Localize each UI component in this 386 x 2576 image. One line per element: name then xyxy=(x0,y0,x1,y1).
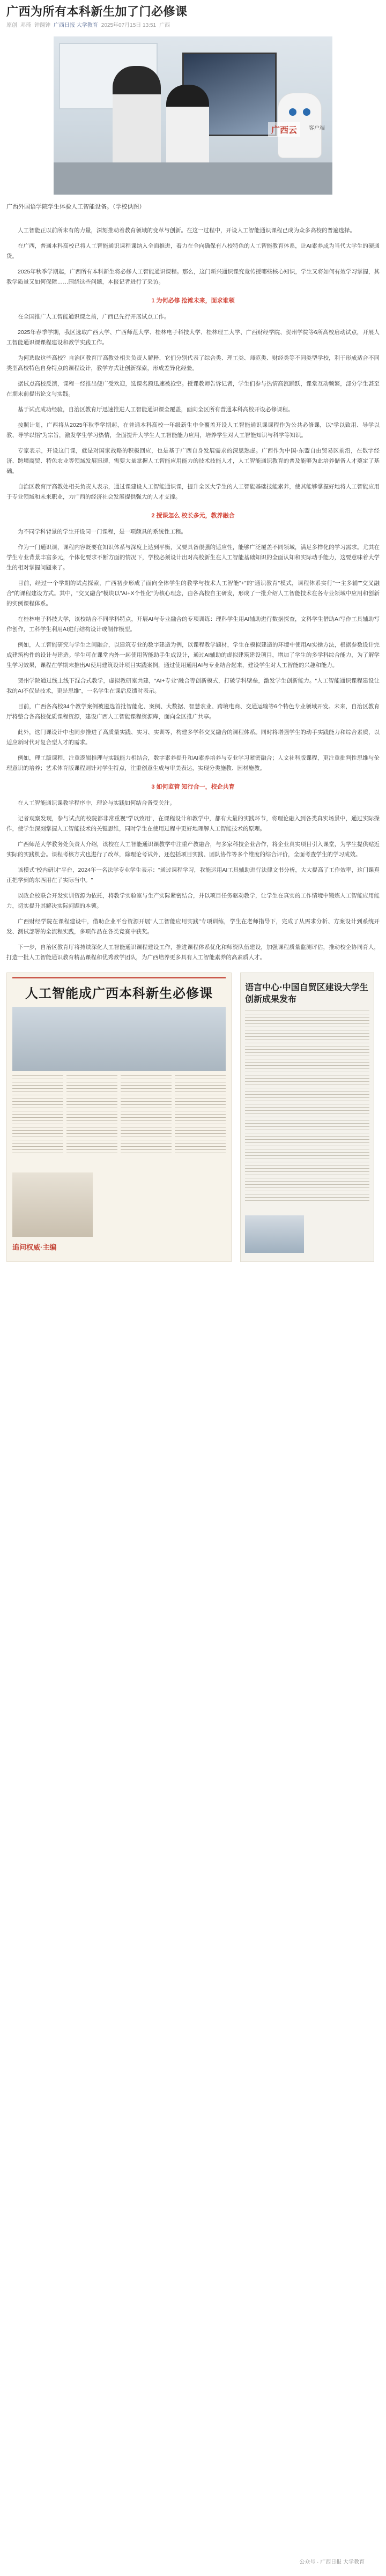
article-paragraph: 为何选取这些高校？自治区教育厅高教处相关负责人解释，它们分别代表了综合类、理工类、师范类、财经类等不同类型学校，利于形成适合不同类型高校特色自身特点的课程设计，教学方式让创新探索，形成差异化经验。 xyxy=(6,355,380,372)
article-paragraph: 该模式"校内研讨"平台，2024年一名法学专业学生表示："通过课程学习，我能运用AI工具辅助进行法律文书分析，大大提高了工作效率，这门课真正把学到的东西用在了实际当中。" xyxy=(6,867,380,884)
article-paragraph: 作为一门通识课，课程内容既要在知识体系与深度上达到平衡，又要具备很强的适应性，能够广泛覆盖不同领域，满足多样化的学习需求。尤其在学生专业背景丰富多元，个体化要求不断方面的情况下，学校必须设计出对高校新生在人工智能基础知识的全面认知和实际动手能力，这要意味着大学生的相对掌握问题来了。 xyxy=(6,544,380,571)
section-heading-3: 3 如何监管 知行合一，校企共育 xyxy=(151,784,235,790)
newspaper-column xyxy=(66,1075,117,1156)
article-paragraph: 贺州学院通过线上线下混合式教学，虚拟教研室共建，“AI+专业”融合等创新模式，打破学科壁垒，激发学生创新能力。“人工智能通识课程建设让我的AI不仅是技术，更是思维”，一名学生在课后反馈时表示。 xyxy=(6,678,380,694)
article-paragraph: 据试点高校反馈，课程一经推出便广受欢迎，选课名额迅速被抢空。授课教师告诉记者，学生们参与热情高涨踊跃，课堂互动频繁，部分学生甚至在期末前提出论文与实践。 xyxy=(6,381,380,397)
article-paragraph: 基于试点成功经验，自治区教育厅迅速推进人工智能通识课全覆盖，面向全区所有普通本科高校开设必修课程。 xyxy=(18,406,294,413)
photo-table xyxy=(54,162,332,195)
newspaper-side-text xyxy=(245,1011,369,1204)
article-paragraph: 广西财经学院在课程建设中，借助企业平台资源开展"人工智能应用实践"专项训练，学生在老师指导下，完成了从需求分析、方案设计到系统开发、测试部署的全流程实践，多项作品在各类竞赛中获奖。 xyxy=(6,918,380,935)
account-link[interactable]: 广西日报 大学教育 xyxy=(54,22,98,28)
article-paragraph: 以政企校联合开发实训资源为依托，将教学实验室与生产实际紧密结合，并以项目任务驱动教学，让学生在真实的工作情境中锻炼人工智能应用能力，切实提升其解决实际问题的本领。 xyxy=(6,893,380,909)
newspaper-side-headline: 语言中心·中国自贸区建设大学生创新成果发布 xyxy=(245,982,368,1004)
article-paragraph: 例如，人工智能研究与学生之间融合，以建筑专业的数字建造为例，以课程教学题材，学生在模拟建造的环境中使用AI实操方法，根据参数设计完成建筑构件的设计与建造。学生可在课堂内外一起使用智能助手生成设计，通过AI辅助的虚拟建筑建设项目，增加了学生的多学科综合能力，为了解学生学习效果，课程在学期末推出AI使用建筑设计项目实践案例，通过使用通用AI与专业结合起来，建设学生对人工智能的兴趣和能力。 xyxy=(6,642,380,669)
photo-caption: 广西外国语学院学生体验人工智能设备。（学校供图） xyxy=(6,204,145,210)
newspaper-headline: 人工智能成广西本科新生必修课 xyxy=(25,985,213,1001)
publish-location: 广西 xyxy=(159,22,170,28)
newspaper-rule xyxy=(12,977,226,978)
section-heading-2: 2 授课怎么 校长多元，教养融合 xyxy=(151,513,235,519)
article-paragraph: 记者观察发现，参与试点的校院都非常重视"学以致用"，在课程设计和教学中，都有大量的实践环节，将理论融入到各类真实场景中，通过实际操作，使学生深刻掌握人工智能技术的关键思维，同时学生在使用过程中更好地理解人工智能技术的原理。 xyxy=(6,815,380,832)
photo-watermark: 广西云 xyxy=(268,122,300,137)
newspaper-side-photo xyxy=(245,1215,304,1253)
article-body xyxy=(6,226,380,963)
gallery-watermark: 公众号 · 广西日报 大学教育 xyxy=(299,2559,365,2565)
section-3-paragraphs xyxy=(6,798,380,963)
newspaper-column xyxy=(121,1075,172,1156)
newspaper-page-main[interactable] xyxy=(6,973,232,1262)
section-1-paragraphs xyxy=(6,312,380,502)
article-paragraph: 按照计划，广西将从2025年秋季学期起，在普通本科高校一年级新生中全覆盖开设人工智能通识课课程作为公共必修课，以“学以致用、导学以教、导学以悟”为宗旨，激发学生学习热情，全面提升大学生人工智能能力应用，培养学生对人工智能知识与科学等知识。 xyxy=(6,422,380,439)
publish-date: 2025年07月15日 13:51 xyxy=(101,22,157,28)
author-name: 邓琦 xyxy=(20,22,31,28)
article-paragraph: 2025年春季学期，我区选取广西大学、广西师范大学、桂林电子科技大学、桂林理工大学、广西财经学院、贺州学院等6所高校启动试点，开展人工智能通识课课程建设和教学实践工作。 xyxy=(6,329,380,346)
newspaper-banner: 追问权威·主编 xyxy=(12,1243,57,1251)
newspaper-photo xyxy=(12,1007,226,1071)
newspaper-column xyxy=(12,1075,63,1156)
article-paragraph: 在广西，普通本科高校已将人工智能通识课程课纳入全面推进，着力在全向确保有八校特色的人工智能教育体系，让AI素养成为当代大学生的硬通货。 xyxy=(6,243,380,259)
article-meta xyxy=(6,20,380,28)
intro-paragraphs xyxy=(6,226,380,287)
article-paragraph: 在人工智能通识课教学程序中，理论与实践如何结合备受关注。 xyxy=(18,800,175,806)
article-paragraph: 为不同学科背景的学生开设同一门课程，是一项颇具的系统性工程。 xyxy=(18,529,187,535)
article-paragraph: 专家表示，开设这门课，就是对国家战略的积极回应，也是基于广西自身发展需求的深思熟虑。广西作为中国-东盟自由贸易区前沿，在数字经济、跨境商贸、特色农业等领域发展迅速，需要大量掌握人工智能应用能力的技术技能人才，人工智能通识教育的普及能够为此培养储备人才奠定了基础。 xyxy=(6,448,380,474)
article-paragraph: 2025年秋季学期起，广西所有本科新生将必修人工智能通识课程。那么，这门新兴通识课究竟传授哪些核心知识，学生又将如何有效学习掌握，其教学质量又如何保障……围绕这些问题，本报记者进行了采访。 xyxy=(6,269,380,285)
article-title: 广西为所有本科新生加了门必修课 xyxy=(6,5,188,18)
article-paragraph: 目前，广西各高校34个教学案例被遴选首批智能化、案例、大数据、智慧农业、跨境电商、交通运输等6个特色专业领域开发。未来，自治区教育厅将整合各高校优质课程资源，建设广西人工智能课程资源库，面向全区推广共享。 xyxy=(6,703,380,720)
newspaper-columns xyxy=(12,1075,226,1156)
article-paragraph: 下一步，自治区教育厅将持续深化人工智能通识课程建设工作，推进课程体系优化和师资队伍建设，加强课程质量监测评估，推动校企协同育人，打造一批人工智能通识教育精品课程和优秀教学团队，为广西培养更多具有人工智能素养的高素质人才。 xyxy=(6,944,380,961)
original-tag: 原创 xyxy=(6,22,17,28)
article-paragraph: 在全国推广人工智能通识课之前，广西已先行开展试点工作。 xyxy=(18,314,170,320)
newspaper-gallery xyxy=(6,973,380,1262)
article-paragraph: 广西师范大学教务处负责人介绍，该校在人工智能通识课教学中注重产教融合，与多家科技企业合作，将企业真实项目引入课堂，为学生提供贴近实际的实践机会。课程考核方式也进行了改革，除理论考试外，还包括项目实践、团队协作等多个维度的综合评价，全面考查学生的学习成效。 xyxy=(6,841,380,858)
newspaper-column xyxy=(175,1075,226,1156)
section-heading-1: 1 为何必修 抢滩未来，面求谁领 xyxy=(151,298,235,304)
newspaper-lower-photo xyxy=(12,1172,93,1237)
article-paragraph: 自治区教育厅高教处相关负责人表示，通过课建设人工智能通识课，提升全区大学生的人工智能基础技能素养，使其能够掌握好地将人工智能应用于专业领域和未来职业，力广西的经济社会发展提供强大的人才支撑。 xyxy=(6,484,380,500)
article-paragraph: 目前，经过一个学期的试点探索，广西初步形成了面向全体学生的教学与技术人工智能"+"的"通识教育"模式，课程体系实行"一主多辅""交叉融合"的课程建设方式。其中，"交叉融合"模块以"AI+X个性化"为核心理念，由各高校自主研发，形成了一批介绍人工智能技术在各专业领域中应用和创新的实例课程体系。 xyxy=(6,580,380,607)
hero-photo xyxy=(54,36,332,195)
article-paragraph: 人工智能正以前所未有的力量，深刻推动着教育领域的变革与创新。在这一过程中，开设人工智能通识课程已成为众多高校的普遍选择。 xyxy=(18,227,355,234)
article-paragraph: 在桂林电子科技大学，该校结合不同学科特点，开展AI与专业融合的专项训练：理科学生用AI辅助进行数据探查，文科学生借助AI写作工具辅助写作创作，工科学生利用AI进行结构设计或制作模型。 xyxy=(6,616,380,633)
article-paragraph: 此外，这门课设计中也同步推进了高质量实践、实习、实训等，构建多学科交叉融合的课程体系。同时将增强学生的动手实践能力和综合素质，以适应新时代对复合型人才的需求。 xyxy=(6,729,380,746)
newspaper-page-side[interactable] xyxy=(240,973,374,1262)
photo-watermark-sub: 客户端 xyxy=(309,125,325,131)
editor-name: 钟翻钟 xyxy=(34,22,50,28)
section-2-paragraphs xyxy=(6,527,380,774)
article-paragraph: 例如，理工版课程，注重逻辑推理与实践能力相结合，数字素养提升和AI素养培养与专业学习紧密融合；人文社科版课程，更注重批判性思维与伦理意识的培养；艺术体育版课程则针对学生特点，注重创意生成与审美表达，实现分类施教、因材施教。 xyxy=(6,755,380,771)
